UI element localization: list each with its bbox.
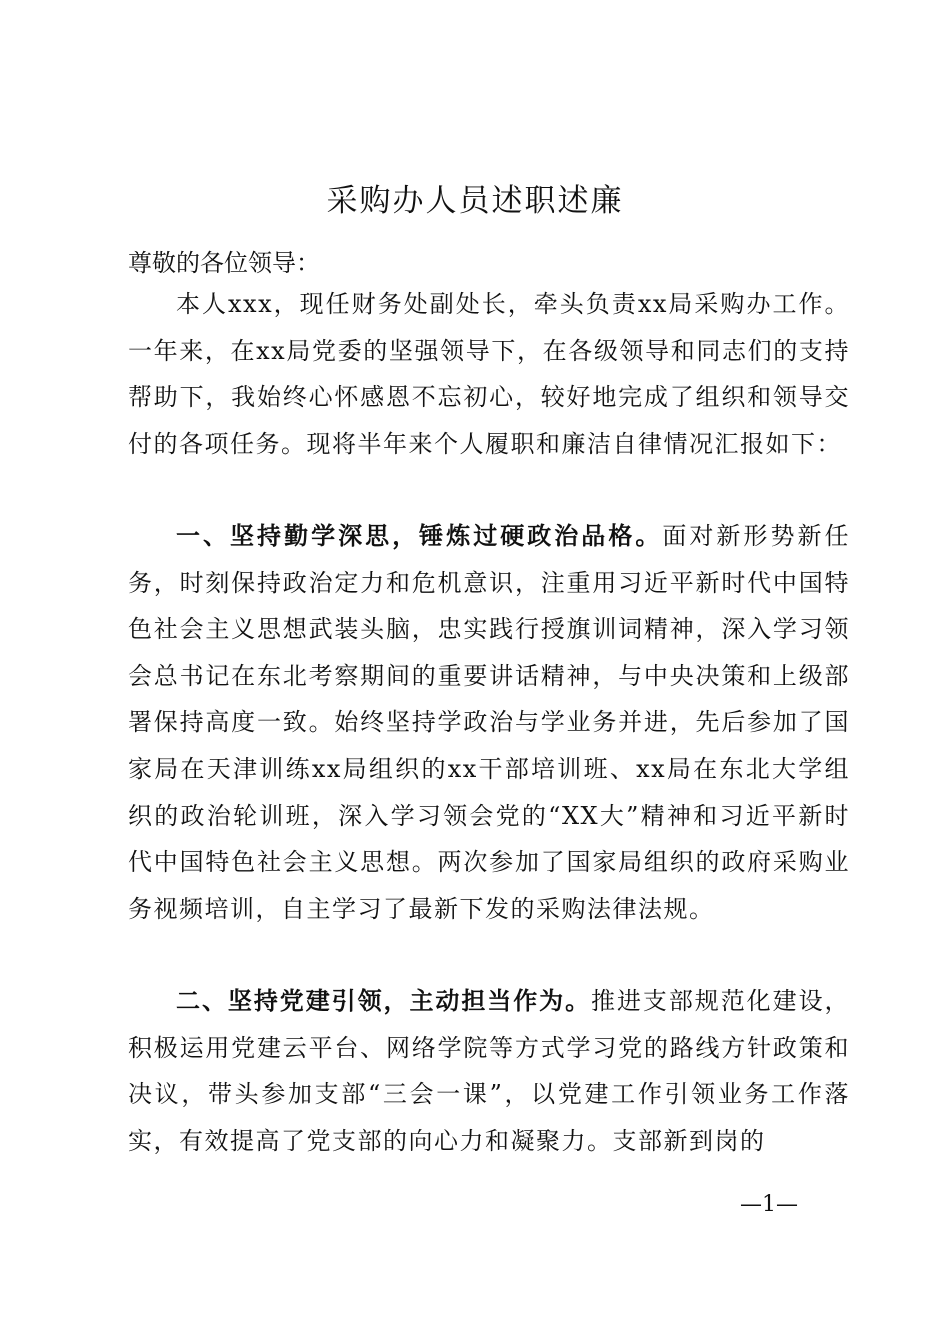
paragraph-intro: [128, 281, 850, 467]
section-1-body: 面对新形势新任务，时刻保持政治定力和危机意识，注重用习近平新时代中国特色社会主义思想武装头脑，忠实践行授旗训词精神，深入学习领会总书记在东北考察期间的重要讲话精神，与中央决策和上级部署保持高度一致。始终坚持学政治与学业务并进，先后参加了国家局在天津训练xx局组织的xx干部培训班、xx局在东北大学组织的政治轮训班，深入学习领会党的“XX大”精神和习近平新时代中国特色社会主义思想。两次参加了国家局组织的政府采购业务视频培训，自主学习了最新下发的采购法律法规。: [128, 522, 850, 923]
paragraph-body: 本人xxx，现任财务处副处长，牵头负责xx局采购办工作。一年来，在xx局党委的坚强领导下，在各级领导和同志们的支持帮助下，我始终心怀感恩不忘初心，较好地完成了组织和领导交付的各项任务。现将半年来个人履职和廉洁自律情况汇报如下：: [128, 290, 850, 458]
section-1-heading: 一、坚持勤学深思，锤炼过硬政治品格。: [176, 522, 663, 550]
page-number: —1—: [740, 1192, 798, 1217]
paragraph-section-2: [128, 978, 850, 1164]
section-2-body: 推进支部规范化建设，积极运用党建云平台、网络学院等方式学习党的路线方针政策和决议，带头参加支部“三会一课”，以党建工作引领业务工作落实，有效提高了党支部的向心力和凝聚力。支部新到岗的: [128, 987, 851, 1155]
paragraph-section-1: [128, 513, 850, 932]
salutation: 尊敬的各位领导：: [128, 249, 320, 277]
section-2-heading: 二、坚持党建引领，主动担当作为。: [176, 987, 592, 1015]
document-title: 采购办人员述职述廉: [326, 183, 624, 219]
